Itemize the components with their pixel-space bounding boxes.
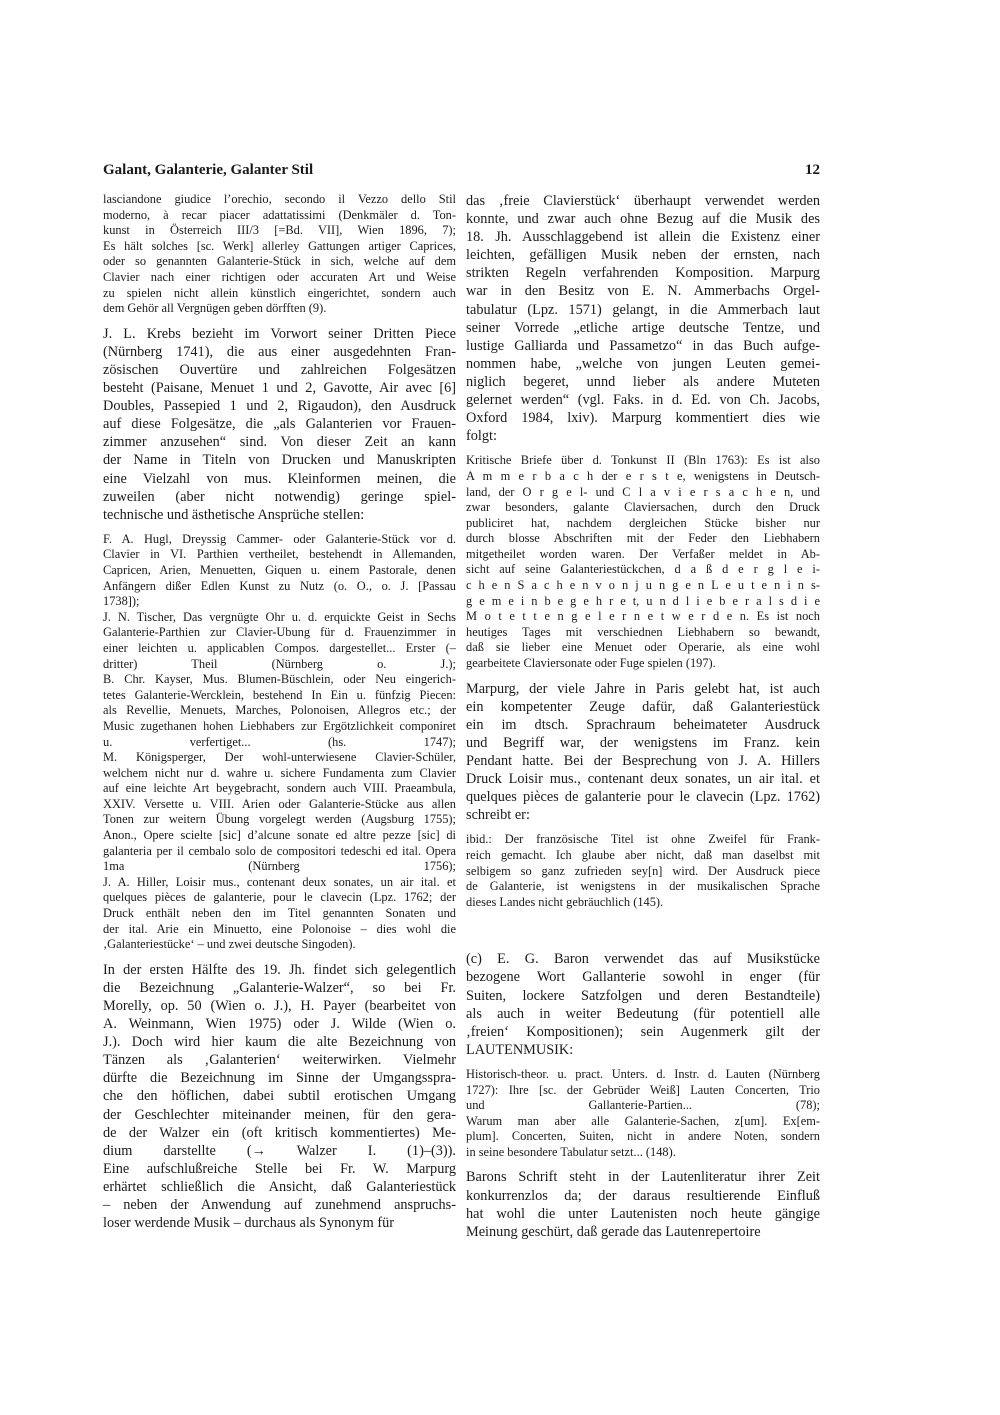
block-gap: [103, 953, 456, 961]
text-line: lasciandone giudice l’orechio, secondo il Vezzo dello Stil: [103, 192, 456, 206]
body-paragraph: [466, 192, 820, 445]
text-line: Clavier nach einer richtigen oder accuraten Art und Weise: [103, 269, 456, 284]
text-line: Druck enthält neben den im Titel genannten Sonaten und: [103, 906, 456, 921]
text-line: selbigem so ganz zufrieden sey[n] wird. Der Ausdruck piece: [466, 863, 820, 878]
text-line: schreibt er:: [466, 807, 530, 824]
text-line: de Galanterie, ist wenigstens in der musikalischen Sprache: [466, 879, 820, 894]
text-line: erhärtet schließlich die Ansicht, daß Galanteriestück: [103, 1178, 456, 1195]
text-line: ein kompetenter Zeuge dafür, daß Galanteriestück: [466, 698, 820, 715]
text-line: in seine besondere Tabulatur setzt... (148).: [466, 1144, 676, 1159]
text-line: Anon., Opere scielte [sic] d’alcune sonate ed altre pezze [sic] di: [103, 828, 456, 843]
page-heading: Galant, Galanterie, Galanter Stil: [103, 162, 314, 178]
text-line: A. Weinmann, Wien 1975) oder J. Wilde (Wien o.: [103, 1016, 456, 1033]
text-line: zösischen Ouvertüre und zahlreichen Folgesätzen: [103, 361, 456, 378]
block-gap: [466, 1059, 820, 1067]
text-line: loser werdende Musik – durchaus als Synonym für: [103, 1215, 395, 1232]
text-line: heutiges Tages mit verschiednen Liebhabern so bewandt,: [466, 624, 820, 639]
text-line: Suiten, lockere Satzfolgen und deren Bestandteile): [466, 987, 820, 1004]
running-header: [103, 162, 820, 179]
text-line: konkurrenzlos da; der daraus resultierende Einfluß: [466, 1187, 820, 1204]
text-line: 18. Jh. Ausschlaggebend ist allein die Existenz einer: [466, 229, 820, 246]
text-line: F. A. Hugl, Dreyssig Cammer- oder Galanterie-Stück vor d.: [103, 531, 456, 546]
text-line: ‚freien‘ Kompositionen); sein Augenmerk gilt der: [466, 1023, 820, 1040]
text-line: de der Walzer ein (oft kritisch kommentiertes) Me-: [103, 1124, 456, 1141]
quotation-block: [466, 832, 820, 910]
text-line: niglich begeret, unnd lieber als andere Muteten: [466, 373, 820, 390]
text-line: eine Vielzahl von mus. Kleinformen meinen, die: [103, 470, 456, 487]
text-line: Warum man aber alle Galanterie-Sachen, z[um]. Ex[em-: [466, 1113, 820, 1128]
text-line: die Bezeichnung „Galanterie-Walzer“, so bei Fr.: [103, 979, 456, 996]
text-line: gelernet werden“ (vgl. Faks. in d. Ed. von Ch. Jacobs,: [466, 392, 820, 409]
text-line: 1ma (Nürnberg 1756);: [103, 859, 456, 874]
body-paragraph: [466, 1168, 820, 1240]
text-line: strikten Regeln verfahrenden Komposition. Marpurg: [466, 265, 820, 282]
text-line: Galanterie-Parthien zur Clavier-Ubung für d. Frauenzimmer in: [103, 625, 456, 640]
block-gap: [466, 672, 820, 680]
text-line: auf diese Folgesätze, die „als Galanterien vor Frauen-: [103, 416, 456, 433]
text-line: oder so genannten Galanterie-Stück in sich, welche auf dem: [103, 254, 456, 269]
text-line: der ital. Arie ein Minuetto, eine Polonoise – dies wohl die: [103, 921, 456, 936]
text-line: quelques pièces de galanterie pour le clavecin (Lpz. 1762): [466, 789, 820, 806]
text-line: Es hält solches [sc. Werk] allerley Gattungen artiger Caprices,: [103, 238, 456, 253]
text-line: J. L. Krebs bezieht im Vorwort seiner Dritten Piece: [103, 325, 456, 342]
text-line: A m m e r b a c h der e r s t e, wenigstens in Deutsch-: [466, 468, 820, 483]
text-line: J. N. Tischer, Das vergnügte Ohr u. d. erquickte Geist in Sechs: [103, 609, 456, 624]
text-line: ein im dtsch. Sprachraum beheimateter Ausdruck: [466, 716, 820, 733]
text-line: dieses Landes nicht gebräuchlich (145).: [466, 894, 664, 909]
text-line: zwar besonders, galante Claviersachen, durch den Druck: [466, 500, 820, 515]
block-gap: [466, 910, 820, 950]
text-line: tetes Galanterie-Wercklein, bestehend In Ein u. fünfzig Piecen:: [103, 687, 456, 702]
text-line: (c) E. G. Baron verwendet das auf Musikstücke: [466, 951, 820, 968]
text-line: Anfängern dißer Edlen Kunst zu Nutz (o. O., o. J. [Passau: [103, 578, 456, 593]
text-line: Morelly, op. 50 (Wien o. J.), H. Payer (bearbeitet von: [103, 998, 456, 1014]
text-line: publiciret hat, nachdem dergleichen Stücke bisher nur: [466, 515, 820, 530]
text-line: Clavier in VI. Parthien vertheilet, bestehendt in Allemanden,: [103, 547, 456, 562]
text-line: XXIV. Versette u. VIII. Arien oder Galanterie-Stücke aus allen: [103, 796, 456, 811]
text-line: folgt:: [466, 428, 497, 445]
text-line: einer leichten u. applicablen Compos. dargestellet... Erster (–: [103, 640, 456, 655]
text-line: land, der O r g e l- und C l a v i e r s a c h e n, und: [466, 484, 820, 499]
text-line: J.). Doch wird hier kaum die alte Bezeichnung von: [103, 1034, 456, 1051]
text-line: der Geschlechter miteinander meinen, für den gera-: [103, 1106, 456, 1123]
text-line: Kritische Briefe über d. Tonkunst II (Bln 1763): Es ist also: [466, 453, 820, 468]
text-line: kunst in Österreich III/3 [=Bd. VII], Wien 1896, 7);: [103, 223, 456, 238]
text-line: durch blosse Abschriften mit der Feder den Liebhabern: [466, 531, 820, 546]
text-line: Pendant hatte. Bei der Besprechung von J. A. Hillers: [466, 753, 820, 769]
text-line: galanteria per il cembalo solo de compositori tedeschi ed ital. Opera: [103, 843, 456, 858]
text-line: der Name in Titeln von Drucken und Manuskripten: [103, 452, 456, 469]
quotation-block: [466, 1067, 820, 1161]
left-column: [103, 192, 456, 1232]
text-line: dium darstellte (→ Walzer I. (1)–(3)).: [103, 1142, 456, 1159]
text-line: leichten, gefälligen Musik neben der ernsten, nach: [466, 247, 820, 264]
text-line: als auch in weiter Bedeutung (für potentiell alle: [466, 1005, 820, 1022]
text-line: zuweilen (aber nicht notwendig) geringe spiel-: [103, 488, 456, 505]
text-line: sicht auf seine Galanteriestückchen, d a ß d e r g l e i-: [466, 562, 820, 577]
text-line: Doubles, Passepied 1 und 2, Rigaudon), den Ausdruck: [103, 398, 456, 415]
text-line: tabulatur (Lpz. 1571) gelangt, in die Ammerbach laut: [466, 301, 820, 318]
body-paragraph: [103, 961, 456, 1232]
quotation-block: [103, 532, 456, 953]
body-paragraph: [466, 950, 820, 1059]
text-line: Eine aufschlußreiche Stelle bei Fr. W. Marpurg: [103, 1160, 456, 1177]
text-line: technische und ästhetische Ansprüche stellen:: [103, 506, 365, 523]
text-line: dürfte die Bezeichnung im Sinne der Umgangsspra-: [103, 1070, 456, 1087]
text-line: Barons Schrift steht in der Lautenliteratur ihrer Zeit: [466, 1169, 820, 1186]
text-line: das ‚freie Clavierstück‘ überhaupt verwendet werden: [466, 193, 820, 209]
block-gap: [103, 524, 456, 532]
block-gap: [466, 1160, 820, 1168]
text-line: Druck Loisir mus., contenant deux sonates, un air ital. et: [466, 771, 820, 788]
text-line: Historisch-theor. u. pract. Unters. d. Instr. d. Lauten (Nürnberg: [466, 1066, 820, 1081]
text-line: moderno, à recar piacer adattatissimi (Denkmäler d. Ton-: [103, 207, 456, 222]
text-line: gearbeitete Claviersonate oder Fuge spielen (197).: [466, 656, 716, 671]
text-line: zu spielen nicht allein künstlich eingerichtet, sondern auch: [103, 285, 456, 300]
text-line: M. Königsperger, Der wohl-unterwiesene Clavier-Schüler,: [103, 750, 456, 765]
text-line: g e m e i n b e g e h r e t, u n d l i e b e r a l s d i e: [466, 593, 820, 608]
body-paragraph: [103, 325, 456, 524]
text-line: quelques pièces de galanterie, pour le clavecin (Lpz. 1762; der: [103, 890, 456, 905]
text-line: mitgetheilet worden waren. Der Verfaßer meldet in Ab-: [466, 546, 820, 561]
text-line: zimmer anzusehen“ sind. Von dieser Zeit an kann: [103, 434, 456, 451]
text-line: nommen habe, „welche von jungen Leuten gemei-: [466, 355, 820, 372]
text-line: 1738]);: [103, 594, 140, 609]
text-line: daß sie lieber eine Menuet oder Operarie, als eine wohl: [466, 640, 820, 655]
block-gap: [103, 317, 456, 325]
text-line: bezogene Wort Gallanterie sowohl in enger (für: [466, 969, 820, 986]
text-line: und Begriff war, der wenigstens im Franz. kein: [466, 734, 820, 751]
text-line: reich gemacht. Ich glaube aber nicht, daß man daselbst mit: [466, 847, 820, 862]
text-line: welchem nicht nur d. wahre u. sichere Fundamenta zum Clavier: [103, 765, 456, 780]
text-line: In der ersten Hälfte des 19. Jh. findet sich gelegentlich: [103, 961, 456, 978]
text-line: lustige Galliarda und Passametzo“ in das Buch aufge-: [466, 337, 820, 354]
quotation-block: [466, 453, 820, 671]
text-line: LAUTENMUSIK:: [466, 1041, 574, 1058]
text-line: hat wohl die unter Lautenisten noch heute gängige: [466, 1205, 820, 1222]
quotation-block: [103, 192, 456, 317]
text-line: Tonen zur weitern Übung vorgelegt werden (Augsburg 1755);: [103, 812, 456, 827]
text-line: besteht (Paisane, Menuet 1 und 2, Gavotte, Air avec [6]: [103, 380, 456, 397]
text-line: Oxford 1984, lxiv). Marpurg kommentiert dies wie: [466, 410, 820, 427]
text-line: seiner Vorrede „etliche artige deutsche Tentze, und: [466, 319, 820, 336]
text-line: che den höflichen, dabei subtil erotischen Umgang: [103, 1088, 456, 1105]
text-line: ‚Galanteriestücke‘ – und zwei deutsche Singoden).: [103, 937, 356, 952]
body-paragraph: [466, 680, 820, 825]
text-line: u. verfertiget... (hs. 1747);: [103, 734, 456, 749]
text-line: M o t e t t e n g e l e r n e t w e r d e n. Es ist noch: [466, 609, 820, 624]
text-line: konnte, und zwar auch ohne Bezug auf die Musik des: [466, 211, 820, 228]
text-line: Tänzen als ‚Galanterien‘ weiterwirken. Vielmehr: [103, 1052, 456, 1069]
text-line: war in den Besitz von E. N. Ammerbachs Orgel-: [466, 283, 820, 300]
block-gap: [466, 445, 820, 453]
text-line: dem Gehör all Vergnügen geben dörfften (9).: [103, 301, 327, 316]
text-line: ibid.: Der französische Titel ist ohne Zweifel für Frank-: [466, 832, 820, 847]
text-line: als Revellie, Menuets, Marches, Polonoisen, Allegros etc.; der: [103, 703, 456, 718]
text-line: und Gallanterie-Partien... (78);: [466, 1098, 820, 1113]
text-line: J. A. Hiller, Loisir mus., contenant deux sonates, un air ital. et: [103, 874, 456, 889]
text-line: auf eine leichte Art beygebracht, sondern auch VIII. Praeambula,: [103, 781, 456, 796]
text-line: 1727): Ihre [sc. der Gebrüder Weiß] Lauten Concerten, Trio: [466, 1082, 820, 1097]
text-line: B. Chr. Kayser, Mus. Blumen-Büschlein, oder Neu eingerich-: [103, 672, 456, 687]
text-line: Music zugethanen hohen Liebhabers zur Ergötzlichkeit componiret: [103, 718, 456, 733]
right-column: [466, 192, 820, 1241]
text-line: (Nürnberg 1741), die aus einer ausgedehnten Fran-: [103, 343, 456, 360]
page-number: 12: [805, 162, 820, 178]
text-line: Marpurg, der viele Jahre in Paris gelebt hat, ist auch: [466, 680, 820, 697]
text-line: plum]. Concerten, Suiten, nicht in andere Noten, sondern: [466, 1129, 820, 1144]
block-gap: [466, 824, 820, 832]
text-line: c h e n S a c h e n v o n j u n g e n L e u t e n i n s-: [466, 578, 820, 593]
text-line: Capricen, Arien, Menuetten, Giquen u. einem Pastorale, denen: [103, 562, 456, 577]
text-line: dritter) Theil (Nürnberg o. J.);: [103, 656, 456, 671]
text-line: – neben der Anwendung auf zunehmend anspruchs-: [103, 1197, 456, 1214]
text-line: Meinung geschürt, daß gerade das Lautenrepertoire: [466, 1223, 761, 1240]
